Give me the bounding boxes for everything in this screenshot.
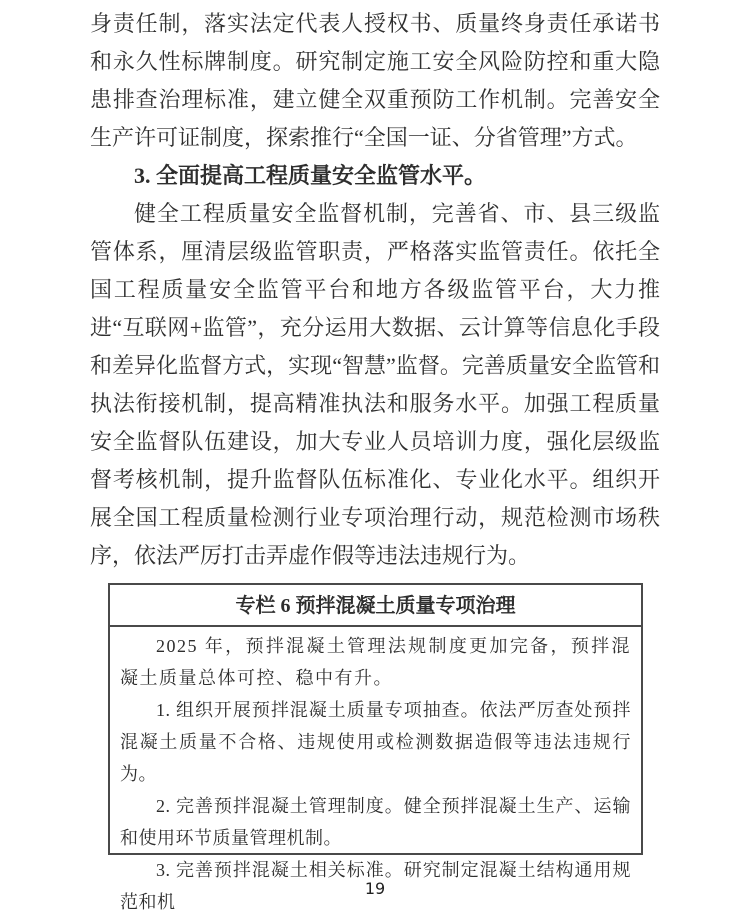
section-heading: 3. 全面提高工程质量安全监管水平。 xyxy=(134,163,487,188)
callout-box-body xyxy=(110,627,641,918)
paragraph-main: 健全工程质量安全监督机制，完善省、市、县三级监管体系，厘清层级监管职责，严格落实监管责任。依托全国工程质量安全监管平台和地方各级监管平台，大力推进“互联网+监管”，充分运用大数据、云计算等信息化手段和差异化监督方式，实现“智慧”监督。完善质量安全监管和执法衔接机制，提高精准执法和服务水平。加强工程质量安全监督队伍建设，加大专业人员培训力度，强化层级监督考核机制，提升监督队伍标准化、专业化水平。组织开展全国工程质量检测行业专项治理行动，规范检测市场秩序，依法严厉打击弄虚作假等违法违规行为。 xyxy=(90,201,660,568)
paragraph-continuation: 身责任制，落实法定代表人授权书、质量终身责任承诺书和永久性标牌制度。研究制定施工安全风险防控和重大隐患排查治理标准，建立健全双重预防工作机制。完善安全生产许可证制度，探索推行“全国一证、分省管理”方式。 xyxy=(90,11,660,150)
callout-paragraph-item3: 3. 完善预拌混凝土相关标准。研究制定混凝土结构通用规范和机 xyxy=(120,860,631,912)
callout-paragraph-item1: 1. 组织开展预拌混凝土质量专项抽查。依法严厉查处预拌混凝土质量不合格、违规使用或检测数据造假等违法违规行为。 xyxy=(120,700,631,784)
page-number: 19 xyxy=(364,879,386,898)
callout-paragraph-intro: 2025 年，预拌混凝土管理法规制度更加完备，预拌混凝土质量总体可控、稳中有升。 xyxy=(120,636,631,688)
callout-paragraph-item2: 2. 完善预拌混凝土管理制度。健全预拌混凝土生产、运输和使用环节质量管理机制。 xyxy=(120,796,631,848)
callout-box-title: 专栏 6 预拌混凝土质量专项治理 xyxy=(110,585,641,627)
